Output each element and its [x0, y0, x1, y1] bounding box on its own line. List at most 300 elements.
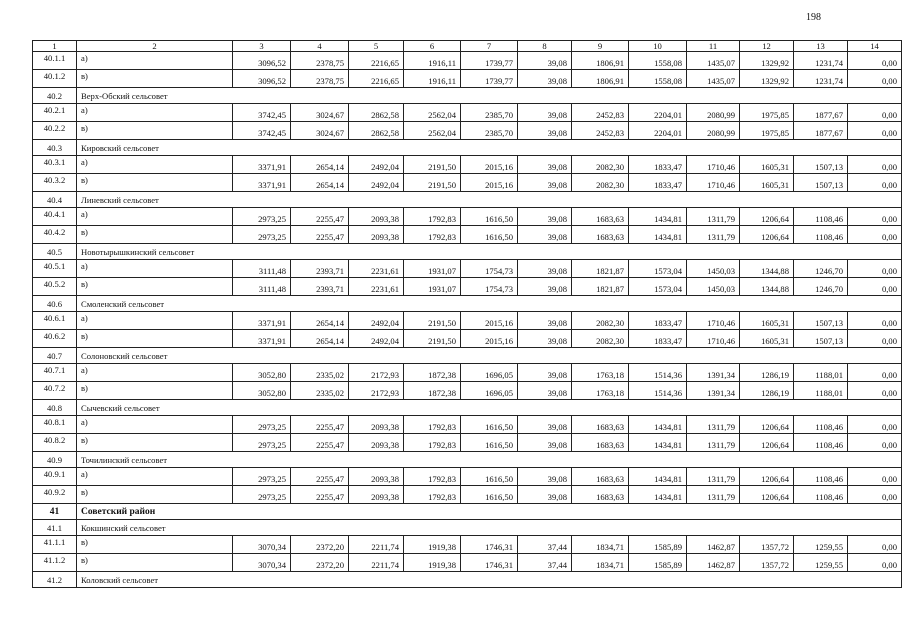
- row-option: а): [77, 104, 233, 122]
- value-cell: 1792,83: [404, 226, 461, 244]
- value-cell: 1435,07: [687, 70, 740, 88]
- section-row: [33, 572, 902, 588]
- value-cell: 3371,91: [233, 312, 291, 330]
- value-cell: 1434,81: [629, 468, 687, 486]
- value-cell: 1975,85: [740, 104, 794, 122]
- value-cell: 3070,34: [233, 554, 291, 572]
- value-cell: 1108,46: [794, 486, 848, 504]
- section-name: Сычевский сельсовет: [77, 400, 902, 416]
- value-cell: 2654,14: [291, 312, 349, 330]
- value-cell: 2862,58: [349, 122, 404, 140]
- value-cell: 2378,75: [291, 52, 349, 70]
- value-cell: 1605,31: [740, 330, 794, 348]
- value-cell: 1573,04: [629, 278, 687, 296]
- row-code: 40.7.1: [33, 364, 77, 382]
- row-code: 40.6.2: [33, 330, 77, 348]
- value-cell: 1507,13: [794, 312, 848, 330]
- value-cell: 0,00: [848, 364, 902, 382]
- value-cell: 1833,47: [629, 174, 687, 192]
- section-row: [33, 88, 902, 104]
- section-name: Верх-Обский сельсовет: [77, 88, 902, 104]
- value-cell: 1206,64: [740, 486, 794, 504]
- value-cell: 1710,46: [687, 330, 740, 348]
- table-row: [33, 554, 902, 572]
- value-cell: 1605,31: [740, 312, 794, 330]
- value-cell: 3096,52: [233, 52, 291, 70]
- value-cell: 3052,80: [233, 382, 291, 400]
- table-row: [33, 260, 902, 278]
- section-row: [33, 244, 902, 260]
- value-cell: 2973,25: [233, 416, 291, 434]
- value-cell: 1434,81: [629, 416, 687, 434]
- section-row: [33, 140, 902, 156]
- value-cell: 2385,70: [461, 122, 518, 140]
- section-row: [33, 348, 902, 364]
- value-cell: 1792,83: [404, 434, 461, 452]
- value-cell: 2015,16: [461, 330, 518, 348]
- value-cell: 3111,48: [233, 278, 291, 296]
- value-cell: 1188,01: [794, 364, 848, 382]
- value-cell: 39,08: [518, 156, 572, 174]
- value-cell: 1206,64: [740, 434, 794, 452]
- value-cell: 1311,79: [687, 416, 740, 434]
- column-header: 13: [794, 41, 848, 52]
- value-cell: 1344,88: [740, 278, 794, 296]
- column-header: 2: [77, 41, 233, 52]
- value-cell: 2093,38: [349, 434, 404, 452]
- value-cell: 1507,13: [794, 174, 848, 192]
- value-cell: 2562,04: [404, 104, 461, 122]
- value-cell: 1746,31: [461, 536, 518, 554]
- value-cell: 1391,34: [687, 364, 740, 382]
- value-cell: 1329,92: [740, 52, 794, 70]
- value-cell: 2015,16: [461, 174, 518, 192]
- value-cell: 2080,99: [687, 104, 740, 122]
- value-cell: 1558,08: [629, 52, 687, 70]
- value-cell: 2654,14: [291, 174, 349, 192]
- value-cell: 1605,31: [740, 174, 794, 192]
- row-code: 40.3.1: [33, 156, 77, 174]
- value-cell: 0,00: [848, 416, 902, 434]
- value-cell: 1108,46: [794, 468, 848, 486]
- value-cell: 3371,91: [233, 174, 291, 192]
- value-cell: 1108,46: [794, 226, 848, 244]
- section-name: Линевский сельсовет: [77, 192, 902, 208]
- value-cell: 1872,38: [404, 364, 461, 382]
- section-code: 40.2: [33, 88, 77, 104]
- value-cell: 2973,25: [233, 468, 291, 486]
- value-cell: 39,08: [518, 330, 572, 348]
- value-cell: 39,08: [518, 278, 572, 296]
- column-header: 14: [848, 41, 902, 52]
- value-cell: 1931,07: [404, 278, 461, 296]
- row-code: 40.1.1: [33, 52, 77, 70]
- tariff-table: [32, 40, 902, 588]
- value-cell: 2372,20: [291, 536, 349, 554]
- value-cell: 1259,55: [794, 536, 848, 554]
- value-cell: 3096,52: [233, 70, 291, 88]
- value-cell: 1683,63: [572, 416, 629, 434]
- value-cell: 2654,14: [291, 156, 349, 174]
- column-header: 5: [349, 41, 404, 52]
- value-cell: 0,00: [848, 260, 902, 278]
- value-cell: 2082,30: [572, 330, 629, 348]
- value-cell: 1821,87: [572, 278, 629, 296]
- value-cell: 2082,30: [572, 156, 629, 174]
- value-cell: 2204,01: [629, 122, 687, 140]
- value-cell: 1108,46: [794, 434, 848, 452]
- value-cell: 1931,07: [404, 260, 461, 278]
- row-option: в): [77, 278, 233, 296]
- value-cell: 1391,34: [687, 382, 740, 400]
- value-cell: 1616,50: [461, 486, 518, 504]
- value-cell: 39,08: [518, 312, 572, 330]
- table-row: [33, 70, 902, 88]
- value-cell: 2973,25: [233, 226, 291, 244]
- table-row: [33, 312, 902, 330]
- row-code: 40.6.1: [33, 312, 77, 330]
- value-cell: 1246,70: [794, 260, 848, 278]
- value-cell: 1916,11: [404, 70, 461, 88]
- value-cell: 39,08: [518, 174, 572, 192]
- value-cell: 2562,04: [404, 122, 461, 140]
- table-row: [33, 52, 902, 70]
- value-cell: 3111,48: [233, 260, 291, 278]
- column-header: 12: [740, 41, 794, 52]
- row-option: в): [77, 382, 233, 400]
- section-row: [33, 452, 902, 468]
- value-cell: 2216,65: [349, 70, 404, 88]
- value-cell: 1872,38: [404, 382, 461, 400]
- value-cell: 1616,50: [461, 226, 518, 244]
- value-cell: 2255,47: [291, 226, 349, 244]
- column-header: 10: [629, 41, 687, 52]
- row-code: 40.9.1: [33, 468, 77, 486]
- value-cell: 1792,83: [404, 416, 461, 434]
- value-cell: 2211,74: [349, 536, 404, 554]
- value-cell: 2378,75: [291, 70, 349, 88]
- column-header: 7: [461, 41, 518, 52]
- value-cell: 39,08: [518, 260, 572, 278]
- table-row: [33, 156, 902, 174]
- value-cell: 3742,45: [233, 122, 291, 140]
- value-cell: 2654,14: [291, 330, 349, 348]
- page-number: 198: [806, 12, 821, 23]
- section-name: Солоновский сельсовет: [77, 348, 902, 364]
- table-row: [33, 226, 902, 244]
- value-cell: 1834,71: [572, 554, 629, 572]
- value-cell: 1206,64: [740, 416, 794, 434]
- value-cell: 1507,13: [794, 156, 848, 174]
- section-name: Новотырышкинский сельсовет: [77, 244, 902, 260]
- row-code: 40.8.1: [33, 416, 77, 434]
- district-code: 41: [33, 504, 77, 520]
- value-cell: 2372,20: [291, 554, 349, 572]
- value-cell: 3371,91: [233, 156, 291, 174]
- value-cell: 1792,83: [404, 208, 461, 226]
- column-header: 8: [518, 41, 572, 52]
- value-cell: 2172,93: [349, 364, 404, 382]
- value-cell: 3024,67: [291, 104, 349, 122]
- row-option: в): [77, 70, 233, 88]
- value-cell: 0,00: [848, 174, 902, 192]
- table-row: [33, 174, 902, 192]
- value-cell: 2093,38: [349, 468, 404, 486]
- value-cell: 1683,63: [572, 486, 629, 504]
- table-row: [33, 416, 902, 434]
- section-code: 40.3: [33, 140, 77, 156]
- value-cell: 1231,74: [794, 52, 848, 70]
- row-option: в): [77, 554, 233, 572]
- value-cell: 2492,04: [349, 330, 404, 348]
- table-body: [33, 41, 902, 588]
- table-row: [33, 278, 902, 296]
- district-row: [33, 504, 902, 520]
- value-cell: 1108,46: [794, 208, 848, 226]
- row-option: в): [77, 122, 233, 140]
- value-cell: 1206,64: [740, 226, 794, 244]
- value-cell: 1311,79: [687, 434, 740, 452]
- row-option: в): [77, 486, 233, 504]
- section-code: 40.6: [33, 296, 77, 312]
- table-row: [33, 536, 902, 554]
- value-cell: 1710,46: [687, 174, 740, 192]
- value-cell: 2335,02: [291, 364, 349, 382]
- value-cell: 0,00: [848, 104, 902, 122]
- value-cell: 1507,13: [794, 330, 848, 348]
- value-cell: 2191,50: [404, 330, 461, 348]
- value-cell: 1605,31: [740, 156, 794, 174]
- value-cell: 2385,70: [461, 104, 518, 122]
- table-row: [33, 434, 902, 452]
- row-code: 41.1.1: [33, 536, 77, 554]
- value-cell: 1683,63: [572, 226, 629, 244]
- value-cell: 1108,46: [794, 416, 848, 434]
- table-row: [33, 104, 902, 122]
- value-cell: 37,44: [518, 554, 572, 572]
- value-cell: 1877,67: [794, 104, 848, 122]
- value-cell: 1683,63: [572, 468, 629, 486]
- value-cell: 1206,64: [740, 208, 794, 226]
- value-cell: 2973,25: [233, 208, 291, 226]
- row-code: 40.7.2: [33, 382, 77, 400]
- value-cell: 0,00: [848, 70, 902, 88]
- value-cell: 0,00: [848, 312, 902, 330]
- value-cell: 1311,79: [687, 208, 740, 226]
- section-name: Коловский сельсовет: [77, 572, 902, 588]
- section-code: 40.7: [33, 348, 77, 364]
- value-cell: 2862,58: [349, 104, 404, 122]
- value-cell: 1450,03: [687, 260, 740, 278]
- value-cell: 1792,83: [404, 486, 461, 504]
- row-option: а): [77, 312, 233, 330]
- column-header: 1: [33, 41, 77, 52]
- value-cell: 2452,83: [572, 104, 629, 122]
- value-cell: 0,00: [848, 208, 902, 226]
- value-cell: 3371,91: [233, 330, 291, 348]
- value-cell: 1877,67: [794, 122, 848, 140]
- section-row: [33, 296, 902, 312]
- value-cell: 1286,19: [740, 382, 794, 400]
- value-cell: 2015,16: [461, 312, 518, 330]
- value-cell: 1710,46: [687, 156, 740, 174]
- value-cell: 1919,38: [404, 536, 461, 554]
- value-cell: 1616,50: [461, 434, 518, 452]
- value-cell: 1975,85: [740, 122, 794, 140]
- value-cell: 1462,87: [687, 536, 740, 554]
- row-option: а): [77, 260, 233, 278]
- district-name: Советский район: [77, 504, 902, 520]
- value-cell: 1286,19: [740, 364, 794, 382]
- value-cell: 2204,01: [629, 104, 687, 122]
- value-cell: 1462,87: [687, 554, 740, 572]
- table-row: [33, 468, 902, 486]
- value-cell: 39,08: [518, 416, 572, 434]
- value-cell: 2191,50: [404, 174, 461, 192]
- value-cell: 1311,79: [687, 468, 740, 486]
- value-cell: 1763,18: [572, 382, 629, 400]
- value-cell: 1514,36: [629, 364, 687, 382]
- row-option: а): [77, 208, 233, 226]
- section-code: 40.8: [33, 400, 77, 416]
- row-option: в): [77, 536, 233, 554]
- value-cell: 1434,81: [629, 434, 687, 452]
- value-cell: 39,08: [518, 226, 572, 244]
- value-cell: 1344,88: [740, 260, 794, 278]
- value-cell: 1434,81: [629, 486, 687, 504]
- value-cell: 2255,47: [291, 208, 349, 226]
- value-cell: 2231,61: [349, 278, 404, 296]
- value-cell: 1833,47: [629, 312, 687, 330]
- value-cell: 2492,04: [349, 174, 404, 192]
- value-cell: 1311,79: [687, 486, 740, 504]
- value-cell: 1206,64: [740, 468, 794, 486]
- value-cell: 3070,34: [233, 536, 291, 554]
- value-cell: 1696,05: [461, 364, 518, 382]
- value-cell: 0,00: [848, 486, 902, 504]
- value-cell: 0,00: [848, 156, 902, 174]
- value-cell: 1585,89: [629, 554, 687, 572]
- header-row: [33, 41, 902, 52]
- table-row: [33, 122, 902, 140]
- section-name: Точилинский сельсовет: [77, 452, 902, 468]
- value-cell: 1833,47: [629, 330, 687, 348]
- value-cell: 1616,50: [461, 208, 518, 226]
- value-cell: 39,08: [518, 104, 572, 122]
- value-cell: 2191,50: [404, 156, 461, 174]
- value-cell: 2492,04: [349, 156, 404, 174]
- value-cell: 0,00: [848, 554, 902, 572]
- value-cell: 1696,05: [461, 382, 518, 400]
- section-code: 40.4: [33, 192, 77, 208]
- value-cell: 1806,91: [572, 52, 629, 70]
- value-cell: 1435,07: [687, 52, 740, 70]
- value-cell: 1806,91: [572, 70, 629, 88]
- value-cell: 39,08: [518, 468, 572, 486]
- section-code: 40.9: [33, 452, 77, 468]
- row-code: 40.4.2: [33, 226, 77, 244]
- value-cell: 39,08: [518, 382, 572, 400]
- value-cell: 1558,08: [629, 70, 687, 88]
- row-code: 40.1.2: [33, 70, 77, 88]
- value-cell: 2191,50: [404, 312, 461, 330]
- value-cell: 1754,73: [461, 260, 518, 278]
- row-code: 40.5.2: [33, 278, 77, 296]
- value-cell: 1259,55: [794, 554, 848, 572]
- row-code: 41.1.2: [33, 554, 77, 572]
- row-option: а): [77, 52, 233, 70]
- value-cell: 1763,18: [572, 364, 629, 382]
- section-row: [33, 520, 902, 536]
- value-cell: 1710,46: [687, 312, 740, 330]
- value-cell: 0,00: [848, 382, 902, 400]
- row-option: в): [77, 434, 233, 452]
- section-name: Кокшинский сельсовет: [77, 520, 902, 536]
- row-option: а): [77, 468, 233, 486]
- section-name: Кировский сельсовет: [77, 140, 902, 156]
- value-cell: 1683,63: [572, 434, 629, 452]
- value-cell: 2093,38: [349, 486, 404, 504]
- value-cell: 1246,70: [794, 278, 848, 296]
- value-cell: 39,08: [518, 486, 572, 504]
- value-cell: 1916,11: [404, 52, 461, 70]
- section-name: Смоленский сельсовет: [77, 296, 902, 312]
- value-cell: 0,00: [848, 468, 902, 486]
- value-cell: 1585,89: [629, 536, 687, 554]
- row-option: а): [77, 416, 233, 434]
- section-row: [33, 192, 902, 208]
- value-cell: 2255,47: [291, 468, 349, 486]
- value-cell: 1573,04: [629, 260, 687, 278]
- value-cell: 39,08: [518, 70, 572, 88]
- row-option: в): [77, 174, 233, 192]
- row-option: а): [77, 364, 233, 382]
- value-cell: 1357,72: [740, 554, 794, 572]
- value-cell: 39,08: [518, 122, 572, 140]
- value-cell: 2393,71: [291, 278, 349, 296]
- column-header: 11: [687, 41, 740, 52]
- value-cell: 2255,47: [291, 434, 349, 452]
- row-code: 40.9.2: [33, 486, 77, 504]
- value-cell: 37,44: [518, 536, 572, 554]
- value-cell: 0,00: [848, 434, 902, 452]
- value-cell: 0,00: [848, 330, 902, 348]
- value-cell: 0,00: [848, 278, 902, 296]
- value-cell: 3052,80: [233, 364, 291, 382]
- section-row: [33, 400, 902, 416]
- row-option: а): [77, 156, 233, 174]
- column-header: 3: [233, 41, 291, 52]
- table-row: [33, 364, 902, 382]
- section-code: 41.1: [33, 520, 77, 536]
- value-cell: 1311,79: [687, 226, 740, 244]
- value-cell: 3024,67: [291, 122, 349, 140]
- value-cell: 0,00: [848, 122, 902, 140]
- row-code: 40.5.1: [33, 260, 77, 278]
- row-code: 40.3.2: [33, 174, 77, 192]
- value-cell: 1616,50: [461, 468, 518, 486]
- value-cell: 2255,47: [291, 486, 349, 504]
- value-cell: 2231,61: [349, 260, 404, 278]
- value-cell: 1434,81: [629, 226, 687, 244]
- value-cell: 2080,99: [687, 122, 740, 140]
- column-header: 6: [404, 41, 461, 52]
- value-cell: 1188,01: [794, 382, 848, 400]
- value-cell: 1792,83: [404, 468, 461, 486]
- table-row: [33, 382, 902, 400]
- value-cell: 2172,93: [349, 382, 404, 400]
- table-row: [33, 486, 902, 504]
